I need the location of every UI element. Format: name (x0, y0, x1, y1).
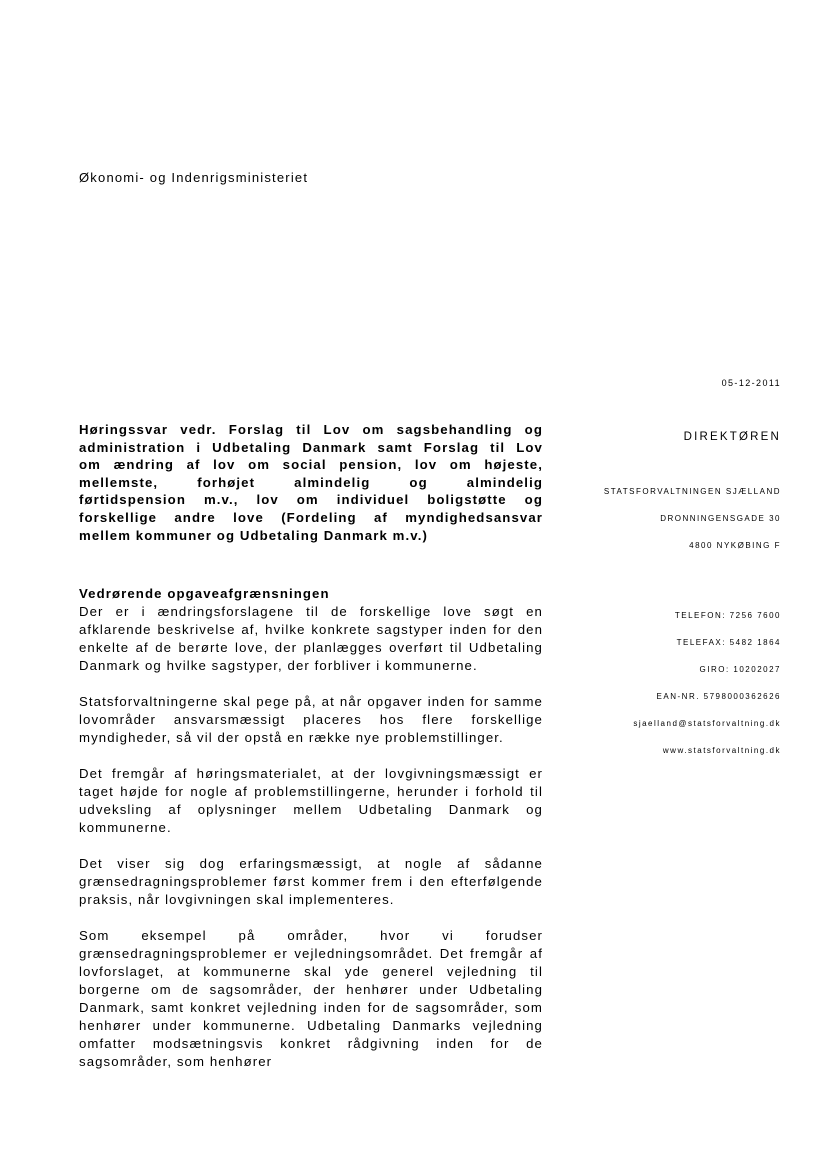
subject-line: forskellige andre love (Fordeling af myndighedsansvar (79, 509, 543, 525)
subject-heading (79, 421, 543, 544)
body-paragraph: Statsforvaltningerne skal pege på, at når opgaver inden for samme lovområder ansvarsmæssigt placeres hos flere forskellige myndigheder, så vil der opstå en række nye problemstillinger. (79, 694, 543, 745)
sender-email: sjaelland@statsforvaltning.dk (633, 719, 781, 728)
subject-line: mellemste, forhøjet almindelig og almindelig (79, 474, 543, 490)
subject-line: administration i Udbetaling Danmark samt Forslag til Lov (79, 439, 543, 455)
sender-title: DIREKTØREN (683, 431, 781, 443)
sender-contact (633, 602, 781, 764)
subject-line: Høringssvar vedr. Forslag til Lov om sagsbehandling og (79, 422, 543, 437)
sender-address (604, 478, 781, 559)
letter-date: 05-12-2011 (721, 378, 781, 388)
body-paragraph: Der er i ændringsforslagene til de forskellige love søgt en afklarende beskrivelse af, hvilke konkrete sagstyper inden for den enkelte af de berørte love, der planlægges overført til Udbetaling Danmark og hvilke sagstyper, der forbliver i kommunerne. (79, 604, 543, 673)
letter-body (79, 585, 543, 1089)
sender-website: www.statsforvaltning.dk (662, 746, 781, 755)
section-heading: Vedrørende opgaveafgrænsningen (79, 586, 330, 601)
sender-ean: EAN-NR. 5798000362626 (656, 692, 781, 701)
body-paragraph: Det fremgår af høringsmaterialet, at der lovgivningsmæssigt er taget højde for nogle af problemstillingerne, herunder i forhold til udveksling af oplysninger mellem Udbetaling Danmark og kommunerne. (79, 766, 543, 835)
sender-city: 4800 NYKØBING F (689, 541, 781, 550)
recipient-address: Økonomi- og Indenrigsministeriet (79, 170, 309, 185)
sender-organization: STATSFORVALTNINGEN SJÆLLAND (603, 487, 781, 496)
body-paragraph: Som eksempel på områder, hvor vi forudser grænsedragningsproblemer er vejledningsområdet. Det fremgår af lovforslaget, at kommunerne skal yde generel vejledning til borgerne om de sagsområder, der henhører under Udbetaling Danmark, samt konkret vejledning inden for de sagsområder, som henhører under kommunerne. Udbetaling Danmarks vejledning omfatter modsætningsvis konkret rådgivning inden for de sagsområder, som henhører (79, 928, 543, 1069)
subject-line: om ændring af lov om social pension, lov om højeste, (79, 457, 543, 473)
sender-giro: GIRO: 10202027 (699, 665, 781, 674)
subject-line: mellem kommuner og Udbetaling Danmark m.v.) (79, 527, 428, 543)
subject-line: førtidspension m.v., lov om individuel boligstøtte og (79, 492, 543, 508)
body-paragraph: Det viser sig dog erfaringsmæssigt, at nogle af sådanne grænsedragningsproblemer først kommer frem i den efterfølgende praksis, når lovgivningen skal implementeres. (79, 856, 543, 907)
sender-telefax: TELEFAX: 5482 1864 (676, 638, 781, 647)
sender-street: DRONNINGENSGADE 30 (660, 514, 781, 523)
sender-telephone: TELEFON: 7256 7600 (674, 611, 781, 620)
